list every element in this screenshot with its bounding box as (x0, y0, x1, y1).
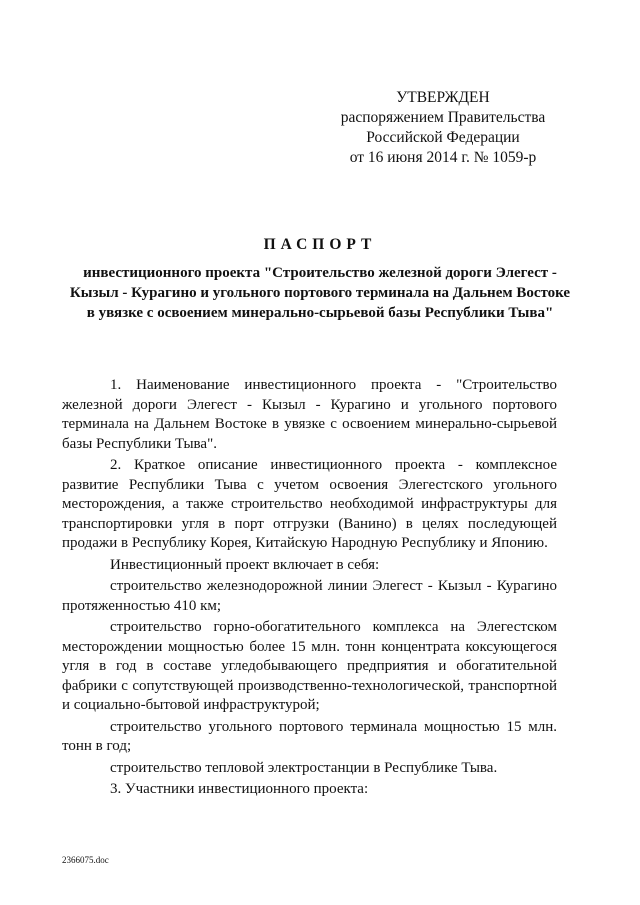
approval-status: УТВЕРЖДЕН (396, 89, 490, 106)
paragraph-mining-complex: строительство горно-обогатительного комплекса на Элегестском месторождении мощностью более 15 млн. тонн концентрата коксующегося угля в год в составе угледобывающего предприятия и обогатительной фабрики с сопутствующей производственно-технологической, транспортной и социально-бытовой инфраструктурой; (62, 619, 557, 713)
document-title: ПАСПОРТ (263, 236, 377, 253)
paragraph-project-name: 1. Наименование инвестиционного проекта - "Строительство железной дороги Элегест - Кызыл - Курагино и угольного портового терминала на Дальнем Востоке в увязке с освоением минерально-сырьевой базы Республики Тыва". (62, 377, 557, 452)
approval-date-number: от 16 июня 2014 г. № 1059-р (349, 149, 537, 166)
paragraph-participants: 3. Участники инвестиционного проекта: (110, 781, 369, 797)
document-body (62, 376, 557, 802)
paragraph-railway: строительство железнодорожной линии Элегест - Кызыл - Курагино протяженностью 410 км; (62, 578, 557, 614)
approval-stamp (330, 88, 556, 168)
document-subtitle: инвестиционного проекта "Строительство железной дороги Элегест - Кызыл - Курагино и угольного портового терминала на Дальнем Востоке в увязке с освоением минерально-сырьевой базы Республики Тыва" (69, 265, 571, 321)
paragraph-project-description: 2. Краткое описание инвестиционного проекта - комплексное развитие Республики Тыва с учетом освоения Элегестского угольного месторождения, а также строительство необходимой инфраструктуры для транспортировки угля в порт отгрузки (Ванино) в целях последующей продажи в Республику Корея, Китайскую Народную Республику и Японию. (62, 457, 557, 551)
approval-authority: распоряжением Правительства (340, 109, 546, 126)
approval-government: Российской Федерации (366, 129, 520, 146)
file-reference: 2366075.doc (62, 855, 109, 865)
paragraph-includes: Инвестиционный проект включает в себя: (110, 556, 380, 573)
paragraph-power-plant: строительство тепловой электростанции в Республике Тыва. (110, 759, 498, 776)
paragraph-port-terminal: строительство угольного портового терминала мощностью 15 млн. тонн в год; (62, 718, 557, 754)
